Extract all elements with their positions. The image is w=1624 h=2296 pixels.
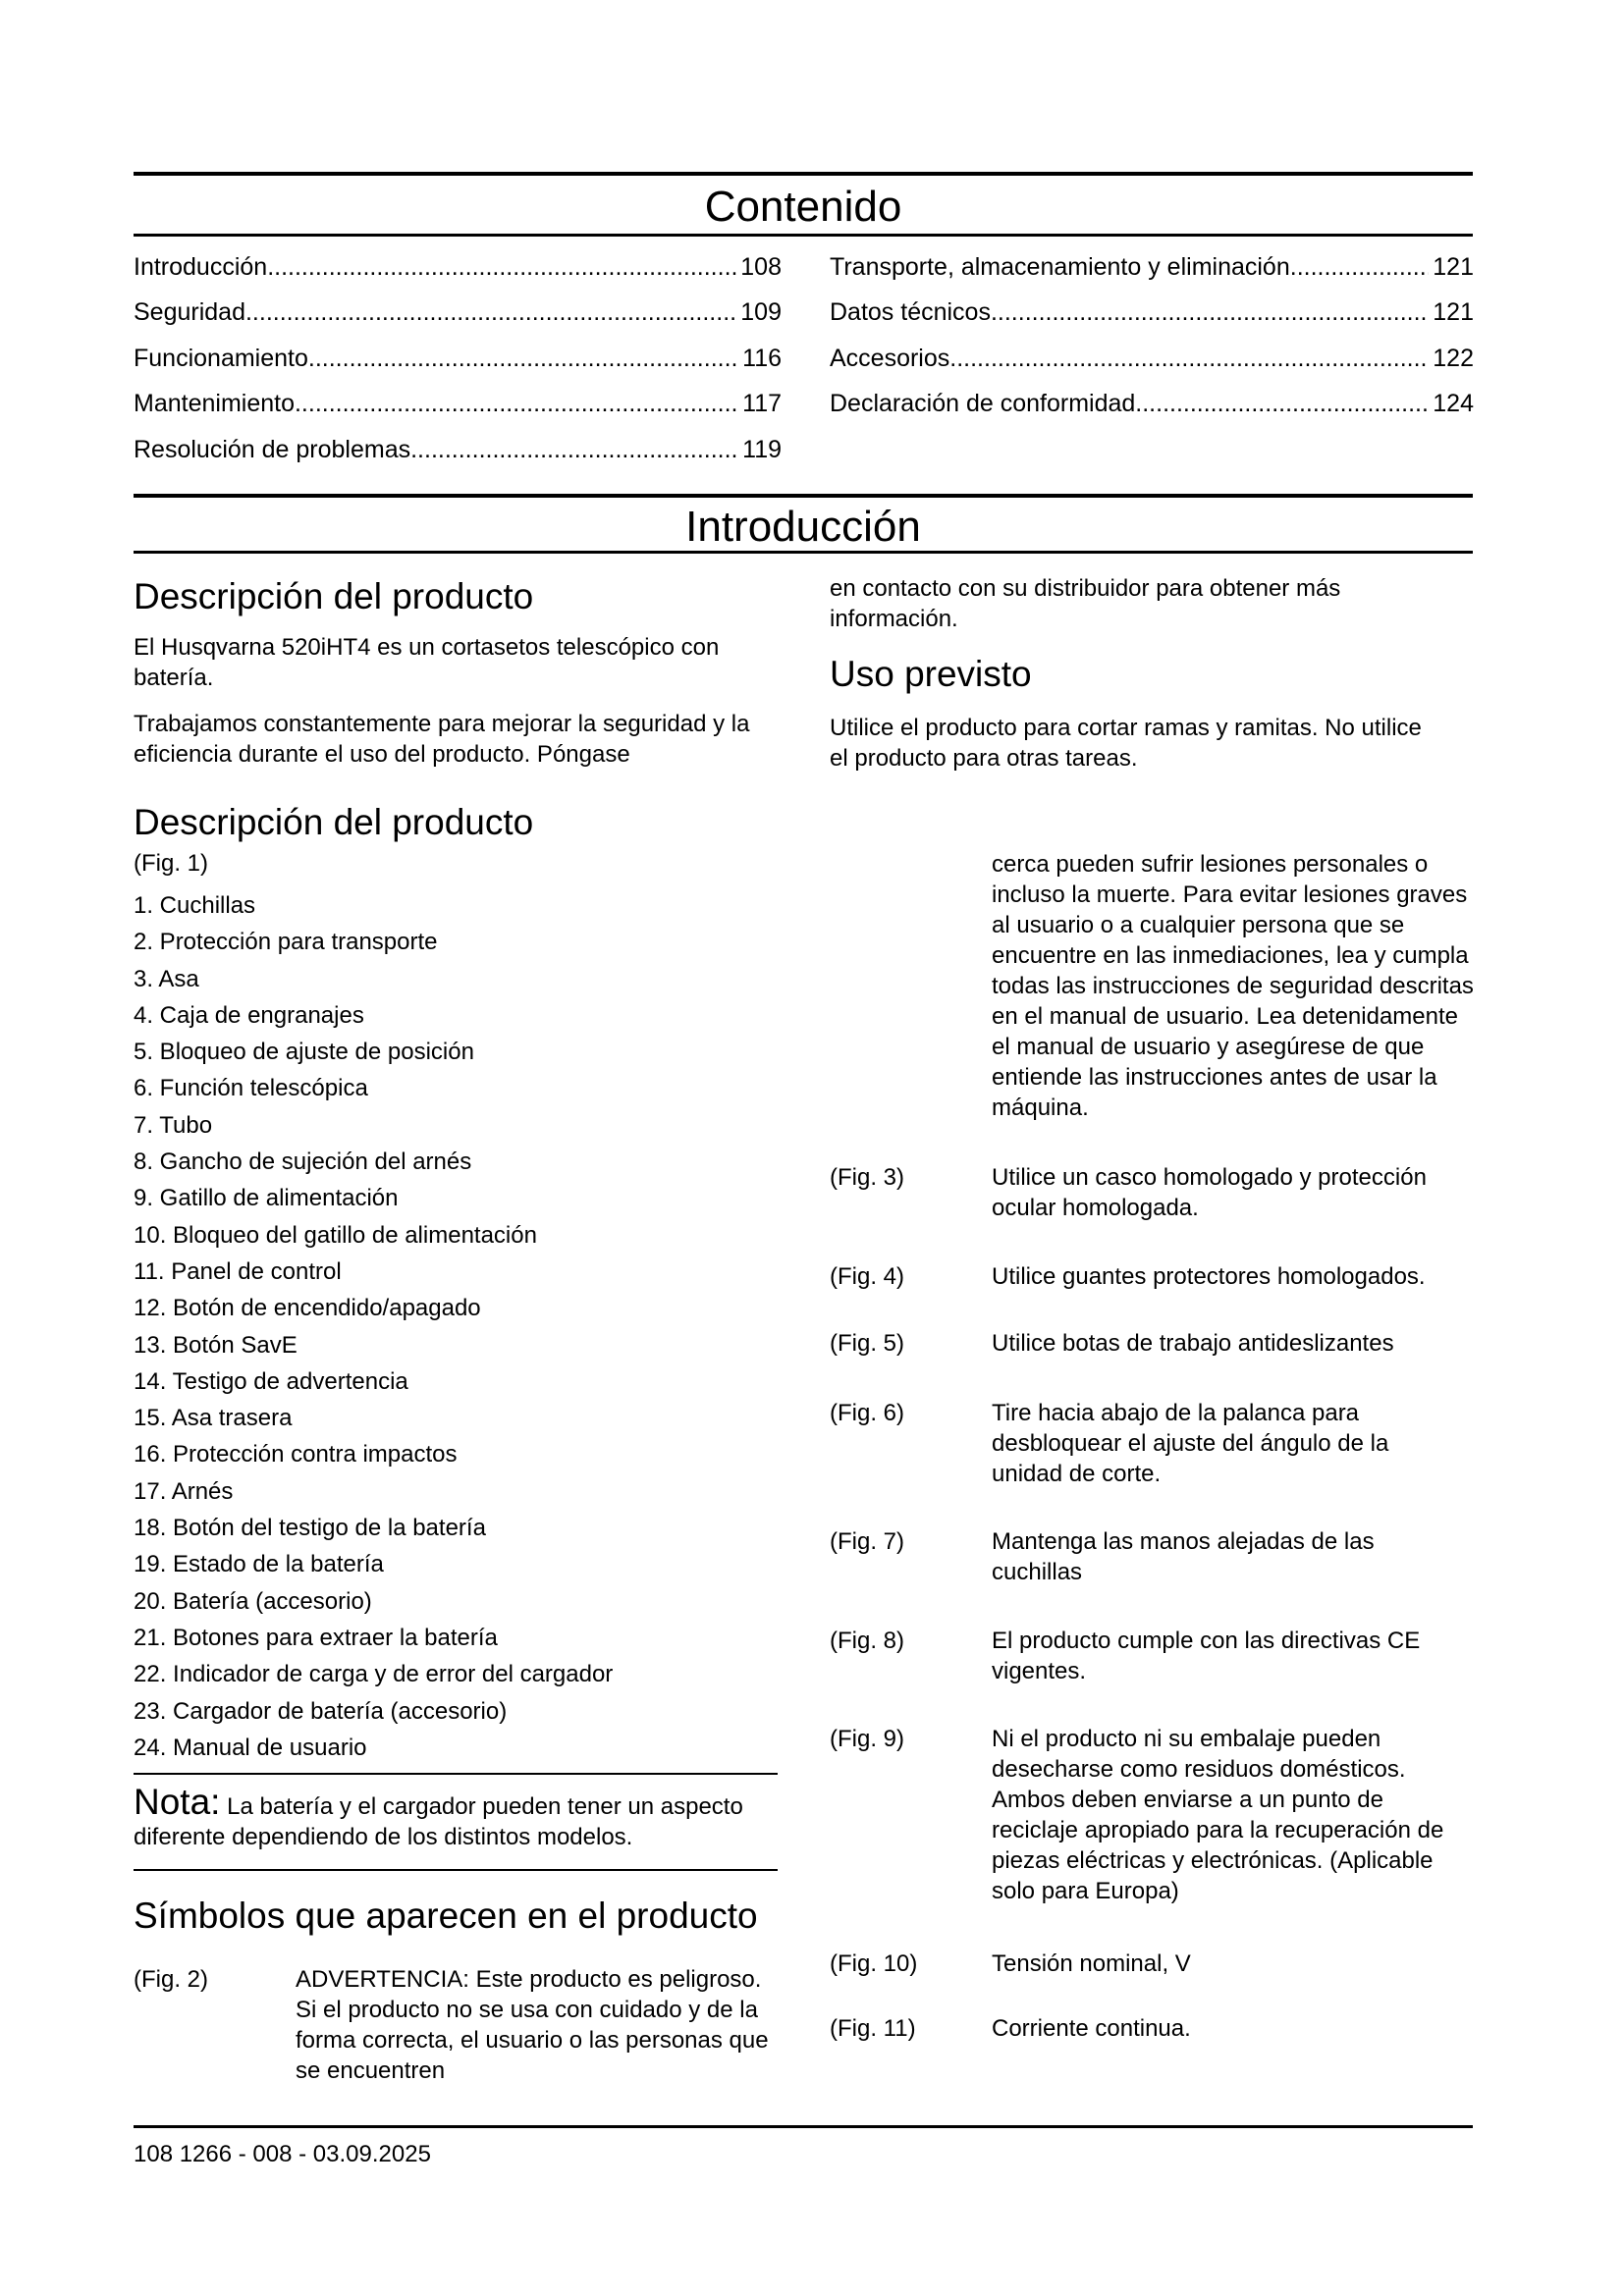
symbol-row-fig-5: [830, 1328, 1474, 1359]
intended-use-heading: Uso previsto: [830, 654, 1032, 694]
symbol-fig: (Fig. 3): [830, 1164, 905, 1191]
toc-item-page: 122: [1433, 345, 1474, 372]
list-item: 9. Gatillo de alimentación: [134, 1185, 399, 1212]
symbol-fig: (Fig. 2): [134, 1966, 209, 1993]
toc-item-page: 124: [1433, 390, 1474, 417]
list-item: 8. Gancho de sujeción del arnés: [134, 1148, 472, 1176]
list-item: 22. Indicador de carga y de error del cargador: [134, 1661, 614, 1688]
list-item: 19. Estado de la batería: [134, 1551, 384, 1578]
toc-item-title: Resolución de problemas: [134, 436, 411, 463]
footer-rule: [134, 2125, 1473, 2128]
symbol-fig: (Fig. 9): [830, 1726, 905, 1752]
list-item: 4. Caja de engranajes: [134, 1001, 364, 1029]
list-item: 18. Botón del testigo de la batería: [134, 1515, 486, 1542]
description-paragraph-1: El Husqvarna 520iHT4 es un cortasetos telescópico con batería.: [134, 634, 720, 691]
toc-item-page: 121: [1433, 253, 1474, 281]
symbol-fig: (Fig. 10): [830, 1950, 918, 1977]
toc-item-introduccion[interactable]: [134, 252, 782, 282]
symbol-text: Ni el producto ni su embalaje pueden desecharse como residuos domésticos. Ambos deben enviarse a un punto de reciclaje apropiado para la recuperación de piezas eléctricas y electrónicas. (Aplicable solo para Europa): [992, 1726, 1444, 1904]
list-item: 3. Asa: [134, 965, 199, 992]
symbol-fig-2-continued: cerca pueden sufrir lesiones personales o incluso la muerte. Para evitar lesiones graves al usuario o a cualquier persona que se encuentre en las inmediaciones, lea y cumpla todas las instrucciones de seguridad descritas en el manual de usuario. Lea detenidamente el manual de usuario y asegúrese de que entiende las instrucciones antes de usar la máquina.: [992, 851, 1474, 1121]
symbol-row-fig-3: [830, 1162, 1474, 1223]
toc-leader: [410, 435, 738, 464]
toc-leader: [1135, 389, 1429, 418]
symbol-fig: (Fig. 6): [830, 1400, 905, 1426]
contents-bottom-rule: [134, 234, 1473, 237]
toc-item-title: Declaración de conformidad: [830, 390, 1136, 417]
intro-top-rule: [134, 494, 1473, 498]
note-top-rule: [134, 1773, 778, 1775]
page-footer: 108 1266 - 008 - 03.09.2025: [134, 2141, 431, 2167]
symbol-fig: (Fig. 5): [830, 1330, 905, 1357]
toc-leader: [1290, 252, 1430, 282]
symbol-text: Tire hacia abajo de la palanca para desbloquear el ajuste del ángulo de la unidad de corte.: [992, 1400, 1389, 1487]
toc-item-datos-tecnicos[interactable]: [830, 297, 1474, 327]
symbol-fig: (Fig. 7): [830, 1528, 905, 1555]
list-item: 10. Bloqueo del gatillo de alimentación: [134, 1221, 537, 1249]
toc-item-transporte[interactable]: [830, 252, 1474, 282]
description-heading: Descripción del producto: [134, 576, 534, 616]
toc-item-seguridad[interactable]: [134, 297, 782, 327]
toc-item-mantenimiento[interactable]: [134, 389, 782, 418]
toc-item-page: 117: [742, 390, 782, 417]
toc-item-page: 108: [740, 253, 782, 281]
symbol-fig: (Fig. 11): [830, 2015, 916, 2042]
symbol-text: Utilice botas de trabajo antideslizantes: [992, 1330, 1394, 1357]
toc-item-page: 119: [742, 436, 782, 463]
contents-top-rule: [134, 172, 1473, 176]
list-item: 1. Cuchillas: [134, 892, 256, 919]
toc-item-funcionamiento[interactable]: [134, 344, 782, 373]
list-item: 12. Botón de encendido/apagado: [134, 1295, 481, 1322]
note-label: Nota:: [134, 1782, 221, 1822]
symbol-text: Utilice guantes protectores homologados.: [992, 1263, 1426, 1290]
list-item: 23. Cargador de batería (accesorio): [134, 1697, 508, 1725]
symbol-text: Mantenga las manos alejadas de las cuchillas: [992, 1528, 1375, 1585]
symbol-text: Tensión nominal, V: [992, 1950, 1191, 1977]
toc-item-accesorios[interactable]: [830, 344, 1474, 373]
toc-item-title: Introducción: [134, 253, 268, 281]
list-item: 13. Botón SavE: [134, 1331, 298, 1359]
list-item: 6. Función telescópica: [134, 1075, 368, 1102]
symbol-row-fig-7: [830, 1526, 1474, 1587]
toc-item-resolucion-de-problemas[interactable]: [134, 435, 782, 464]
symbol-row-fig-9: [830, 1724, 1474, 1906]
overview-heading: Descripción del producto: [134, 802, 534, 842]
list-item: 24. Manual de usuario: [134, 1734, 367, 1761]
toc-item-title: Accesorios: [830, 345, 950, 372]
toc-item-title: Datos técnicos: [830, 298, 991, 326]
note-text: La batería y el cargador pueden tener un aspecto diferente dependiendo de los distintos modelos.: [134, 1793, 743, 1850]
toc-item-page: 116: [742, 345, 782, 372]
toc-item-title: Mantenimiento: [134, 390, 295, 417]
note-bottom-rule: [134, 1869, 778, 1871]
list-item: 17. Arnés: [134, 1477, 234, 1505]
toc-leader: [949, 344, 1429, 373]
contents-title: Contenido: [704, 183, 902, 231]
list-item: 5. Bloqueo de ajuste de posición: [134, 1039, 474, 1066]
toc-item-declaracion[interactable]: [830, 389, 1474, 418]
list-item: 2. Protección para transporte: [134, 929, 438, 956]
intended-use-text: Utilice el producto para cortar ramas y ramitas. No utilice el producto para otras tareas.: [830, 715, 1422, 772]
toc-leader: [295, 389, 738, 418]
toc-item-title: Funcionamiento: [134, 345, 308, 372]
overview-fig-reference: (Fig. 1): [134, 850, 209, 877]
symbol-row-fig-10: [830, 1949, 1474, 1979]
overview-list: [134, 887, 613, 1766]
toc-leader: [245, 297, 736, 327]
symbol-row-fig-4: [830, 1261, 1474, 1292]
list-item: 15. Asa trasera: [134, 1405, 293, 1432]
symbol-text: ADVERTENCIA: Este producto es peligroso. Si el producto no se usa con cuidado y de la forma correcta, el usuario o las personas que se encuentren: [296, 1966, 769, 2084]
description-paragraph-2-continued: en contacto con su distribuidor para obtener más información.: [830, 575, 1341, 632]
toc-item-title: Seguridad: [134, 298, 245, 326]
symbol-row-fig-6: [830, 1398, 1474, 1489]
description-paragraph-2: Trabajamos constantemente para mejorar la seguridad y la eficiencia durante el uso del producto. Póngase: [134, 711, 750, 768]
symbol-fig: (Fig. 8): [830, 1628, 905, 1654]
toc-leader: [308, 344, 738, 373]
symbol-row-fig-2: [134, 1964, 782, 2086]
toc-item-title: Transporte, almacenamiento y eliminación: [830, 253, 1290, 281]
list-item: 16. Protección contra impactos: [134, 1441, 458, 1468]
note: [134, 1783, 782, 1852]
list-item: 11. Panel de control: [134, 1257, 342, 1285]
list-item: 7. Tubo: [134, 1111, 213, 1139]
symbols-heading: Símbolos que aparecen en el producto: [134, 1896, 758, 1936]
list-item: 21. Botones para extraer la batería: [134, 1624, 498, 1651]
intro-title: Introducción: [685, 503, 921, 551]
list-item: 14. Testigo de advertencia: [134, 1367, 408, 1395]
intro-bottom-rule: [134, 551, 1473, 554]
symbol-text: Utilice un casco homologado y protección ocular homologada.: [992, 1164, 1427, 1221]
symbol-row-fig-11: [830, 2013, 1474, 2044]
symbol-fig: (Fig. 4): [830, 1263, 905, 1290]
toc-item-page: 121: [1433, 298, 1474, 326]
symbol-text: El producto cumple con las directivas CE vigentes.: [992, 1628, 1421, 1684]
symbol-row-fig-8: [830, 1626, 1474, 1686]
symbol-text: Corriente continua.: [992, 2015, 1191, 2042]
toc-item-page: 109: [740, 298, 782, 326]
list-item: 20. Batería (accesorio): [134, 1587, 372, 1615]
toc-leader: [267, 252, 736, 282]
toc-leader: [991, 297, 1429, 327]
